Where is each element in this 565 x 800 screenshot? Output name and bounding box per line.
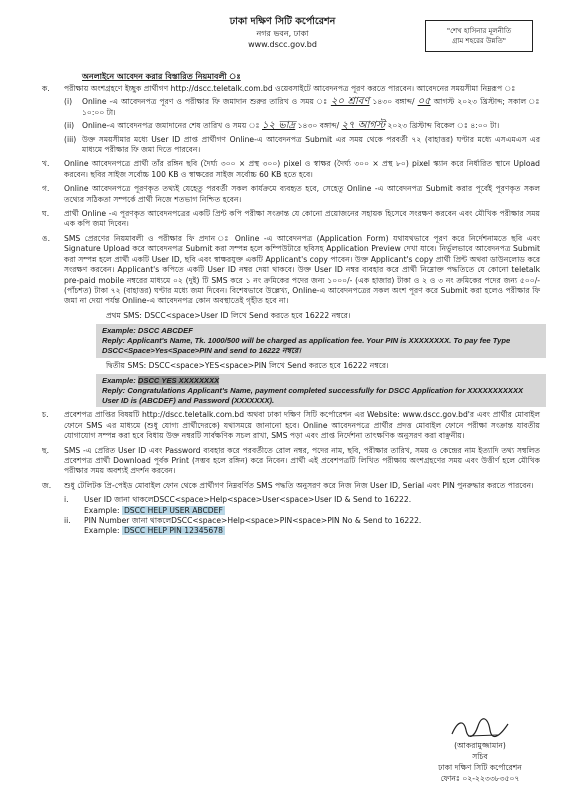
item-text: আগস্ট ২০২৩ খ্রিস্টাব্দ; সকাল ঃ ১০:০০ টা। [82, 97, 541, 117]
section-marker: ঘ. [42, 209, 50, 219]
section-uma [40, 234, 540, 307]
section-marker: চ. [42, 410, 49, 420]
example-value: DSCC HELP PIN 12345678 [123, 526, 223, 536]
section-text: SMS -এ প্রেরিত User ID এবং Password ব্যবহার করে পরবর্তীতে রোল নম্বর, পদের নাম, ছবি, পরীক্ষার তারিখ, সময় ও কেন্দ্রের নাম ইত্যাদি তথ্য সম্বলিত প্রবেশপত্র প্রার্থী Download পূর্বক Print (সম্ভব হলে রঙ্গিন) করে নিবেন। প্রার্থী এই প্রবেশপত্রটি লিখিত পরীক্ষায় অংশগ্রহণের সময় এবং উত্তীর্ণ হলে মৌখিক পরীক্ষার সময় অবশ্যই প্রদর্শন করবেন। [64, 445, 540, 476]
slogan-box [425, 20, 533, 52]
item-text: ২০২৩ খ্রিস্টাব্দ বিকেল ঃ ৪:০০ টা। [387, 121, 500, 131]
example-label: Example: [84, 505, 120, 515]
section-marker: জ. [42, 480, 52, 490]
example-reply: Reply: Applicant's Name, Tk. 1000/500 will be charged as application fee. Your PIN is XXXXXXXX. To pay fee Type DSCC<Space>Yes<Space>PIN and send to 16222 নম্বরে। [102, 335, 511, 355]
item-text: Online -এ আবেদনপত্র পূরণ ও পরীক্ষার ফি জমাদান শুরুর তারিখ ও সময় ঃ [82, 97, 328, 107]
section-text: SMS প্রেরণের নিয়মাবলী ও পরীক্ষার ফি প্রদান ঃ Online -এ আবেদনপত্র (Application Form) যথাযথভাবে পূরণ করে নির্দেশনামতে ছবি এবং Signature Upload করে আবেদনপত্র Submit করা সম্পন্ন হলে কম্পিউটারে ছবিসহ Application Preview দেখা যাবে। নির্ভুলভাবে আবেদনপত্র Submit করা সম্পন্ন হলে প্রার্থী একটি User ID, ছবি এবং স্বাক্ষরযুক্ত একটি Applicant's copy পাবেন। উক্ত Applicant's copy প্রার্থী প্রিন্ট অথবা ডাউনলোড করে সংরক্ষণ করবেন। Applicant's কপিতে একটি User ID নম্বর দেয়া থাকবে। উক্ত User ID নম্বর ব্যবহার করে প্রার্থী নিম্নোক্ত পদ্ধতিতে যে কোনো teletalk pre-paid mobile নম্বরের মাধ্যমে ০২ (দুই) টি SMS করে ১ নং ক্রমিকের পদের জন্য ১০০০/- (এক হাজার) টাকা ও ২ ও ৩ নং ক্রমিকের পদের জন্য ৫০০/-(পাঁচশত) টাকা ৭২ (বাহাত্তর) ঘণ্টার মধ্যে জমা দিবেন। বিশেষভাবে উল্লেখ্য, Online-এ আবেদনপত্রের সকল অংশ পূরণ করে Submit করা হলেও পরীক্ষার ফি জমা না দেয়া পর্যন্ত Online-এ আবেদনপত্র কোন অবস্থাতেই গৃহীত হবে না। [64, 233, 540, 306]
org-name: ঢাকা দক্ষিণ সিটি কর্পোরেশন [229, 16, 336, 27]
section-cha [40, 410, 540, 441]
sms-format-first: প্রথম SMS: DSCC<space>User ID লিখে Send করতে হবে 16222 নম্বরে। [106, 310, 351, 320]
section-text: Online আবেদনপত্রে পূরণকৃত তথ্যই যেহেতু পরবর্তী সকল কার্যক্রমে ব্যবহৃত হবে, সেহেতু Online -এ আবেদনপত্র Submit করার পূর্বেই পূরণকৃত সকল তথ্যের সঠিকতা সম্পর্কে প্রার্থী নিজে শতভাগ নিশ্চিত হবেন। [64, 184, 540, 204]
item-number: (iii) [64, 134, 77, 144]
section-kha [40, 159, 540, 180]
ka-item-i [64, 97, 540, 118]
section-ja [40, 481, 540, 491]
item-number: i. [64, 495, 69, 505]
example-value: DSCC YES XXXXXXXX [137, 375, 220, 385]
example-value: DSCC HELP USER ABCDEF [123, 505, 223, 515]
sms-example-box-first [96, 324, 546, 357]
org-website: www.dscc.gov.bd [248, 40, 317, 49]
section-chha [40, 446, 540, 477]
sms-format-second: দ্বিতীয় SMS: DSCC<space>YES<space>PIN লিখে Send করতে হবে 16222 নম্বরে। [106, 360, 389, 370]
section-ka [40, 84, 540, 155]
org-address: নগর ভবন, ঢাকা [256, 29, 309, 38]
example-reply: Reply: Congratulations Applicant's Name, payment completed successfully for DSCC Application for XXXXXXXXXXX User ID is (ABCDEF) and Password (XXXXXXX). [102, 385, 524, 405]
recovery-item-user-id [64, 495, 540, 516]
example-label: Example: [102, 326, 136, 336]
ka-item-iii [64, 135, 540, 156]
section-ga [40, 184, 540, 205]
handwritten-date: ২৭ আগস্ট [341, 120, 386, 132]
example-label: Example: [102, 375, 136, 385]
handwritten-date: ০৫ [417, 96, 431, 108]
item-text: User ID জানা থাকলেDSCC<space>Help<space>User<space>User ID & Send to 16222. [84, 495, 412, 505]
signatory-name: (আকরামুজ্জামান) [454, 741, 506, 750]
slogan-line-1: "শেখ হাসিনার মূলনীতি [446, 27, 512, 35]
item-text: ১৪৩০ বঙ্গাব্দ/ [372, 97, 415, 107]
recovery-list [64, 495, 540, 537]
section-gha [40, 209, 540, 230]
page-title: অনলাইনে আবেদন করার বিস্তারিত নিয়মাবলী ঃ [82, 72, 241, 81]
signature-scribble-icon [448, 716, 512, 740]
section-text: প্রবেশপত্র প্রাপ্তির বিষয়টি http://dscc.teletalk.com.bd অথবা ঢাকা দক্ষিণ সিটি কর্পোরেশন এর Website: www.dscc.gov.bd'র এবং প্রার্থীর মোবাইল ফোনে SMS এর মাধ্যমে (শুধু যোগ্য প্রার্থীদেরকে) যথাসময়ে জানানো হবে। Online আবেদনপত্রে প্রার্থীর প্রদত্ত মোবাইল ফোনে পরীক্ষা সংক্রান্ত যাবতীয় যোগাযোগ সম্পন্ন করা হবে বিধায় উক্ত নম্বরটি সার্বক্ষণিক সচল রাখা, SMS পড়া এবং প্রাপ্ত নির্দেশনা তাৎক্ষণিক অনুসরণ করা বাঞ্ছনীয়। [64, 410, 540, 441]
handwritten-date: ১২ ভাদ্র [262, 120, 296, 132]
signatory-org: ঢাকা দক্ষিণ সিটি কর্পোরেশন [438, 763, 522, 772]
sms-example-box-second [96, 374, 546, 407]
item-text: PIN Number জানা থাকলেDSCC<space>Help<space>PIN<space>PIN No & Send to 16222. [84, 515, 422, 525]
section-text: Online আবেদনপত্রে প্রার্থী তাঁর রঙ্গিন ছবি (দৈর্ঘ্য ৩০০ × প্রস্থ ৩০০) pixel ও স্বাক্ষর (দৈর্ঘ্য ৩০০ × প্রস্থ ৮০) pixel স্ক্যান করে নির্ধারিত স্থানে Upload করবেন। ছবির সাইজ সর্বোচ্চ 100 KB ও স্বাক্ষরের সাইজ সর্বোচ্চ 60 KB হতে হবে। [64, 159, 540, 179]
ka-item-ii [64, 121, 540, 131]
section-text: প্রার্থী Online -এ পূরণকৃত আবেদনপত্রের একটি প্রিন্ট কপি পরীক্ষা সংক্রান্ত যে কোনো প্রয়োজনের সহায়ক হিসেবে সংরক্ষণ করবেন এবং মৌখিক পরীক্ষার সময় এক কপি জমা দিবেন। [64, 209, 540, 229]
item-text: Online-এ আবেদনপত্র জমাদানের শেষ তারিখ ও সময় ঃ [82, 121, 260, 131]
section-marker: ঙ. [42, 233, 50, 243]
example-value: DSCC ABCDEF [137, 326, 193, 336]
item-number: (ii) [64, 121, 75, 131]
signatory-designation: সচিব [472, 752, 488, 761]
section-marker: ছ. [42, 445, 50, 455]
example-label: Example: [84, 526, 120, 536]
recovery-item-pin [64, 516, 540, 537]
section-text: পরীক্ষায় অংশগ্রহণে ইচ্ছুক প্রার্থীগণ http://dscc.teletalk.com.bd ওয়েবসাইটে আবেদনপত্র পূরণ করতে পারবেন। আবেদনের সময়সীমা নিম্নরূপ ঃ [64, 84, 516, 93]
section-text: শুধু টেলিটক প্রি-পেইড মোবাইল ফোন থেকে প্রার্থীগণ নিম্নবর্ণিত SMS পদ্ধতি অনুসরণ করে নিজ নিজ User ID, Serial এবং PIN পুনরুদ্ধার করতে পারবেন। [64, 480, 534, 490]
instructions-body [40, 84, 540, 537]
signature-block [420, 716, 540, 784]
slogan-line-2: গ্রাম শহরের উন্নতি" [452, 37, 506, 45]
section-marker: ক. [42, 84, 50, 93]
handwritten-date: ২০ শ্রাবণ [330, 96, 370, 108]
signatory-phone: ফোনঃ ০২-২২৩৩৮৩৫০৭ [440, 774, 520, 783]
section-marker: গ. [42, 184, 50, 194]
item-text: ১৪৩০ বঙ্গাব্দ/ [297, 121, 340, 131]
section-marker: খ. [42, 159, 50, 169]
item-text: উক্ত সময়সীমার মধ্যে User ID প্রাপ্ত প্রার্থীগণ Online-এ আবেদনপত্র Submit এর সময় থেকে পরবর্তী ৭২ (বাহাত্তর) ঘণ্টার মধ্যে এসএমএস এর মাধ্যমে পরীক্ষার ফি জমা দিতে পারবেন। [82, 134, 540, 155]
item-number: ii. [64, 515, 71, 525]
item-number: (i) [64, 97, 73, 107]
